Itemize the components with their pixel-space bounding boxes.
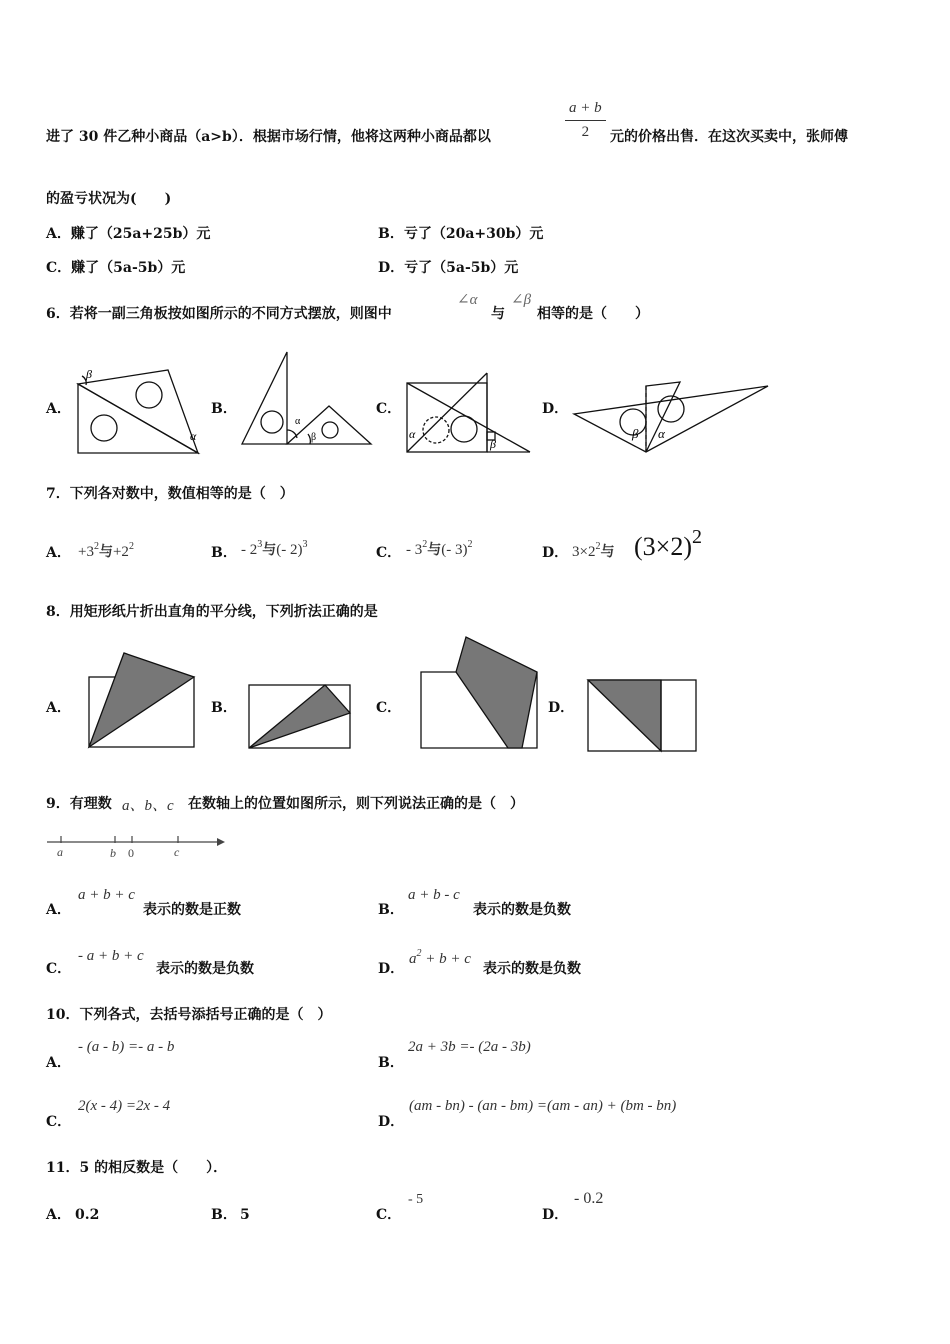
q6-c-circle-1 [423,417,449,443]
q6-a-beta: β [86,367,92,381]
q6-angle-beta: ∠β [511,292,532,308]
q5-option-d: D．亏了（5a-5b）元 [378,260,519,276]
q9-axis-arrow [217,838,225,846]
q6-b-circle-1 [261,411,283,433]
q7-c-left-exp: 2 [422,539,428,550]
q9-option-d-text: 表示的数是负数 [483,961,581,977]
q7-label-a: A． [46,545,71,561]
q8-label-b: B． [211,700,237,716]
q7-d-left: 3×2 [572,544,596,560]
q8-label-c: C． [376,700,402,716]
q9-option-b-expr: a + b - c [408,887,460,903]
q5-option-c: C．赚了（5a-5b）元 [46,260,186,276]
q8-stem: 8．用矩形纸片折出直角的平分线，下列折法正确的是 [46,604,378,620]
q10-option-c-expr: 2(x - 4) =2x - 4 [78,1098,171,1114]
q11-option-d-value: - 0.2 [574,1190,604,1207]
q6-stem-pre: 6．若将一副三角板按如图所示的不同方式摆放，则图中 [46,306,392,322]
q11-option-c-label: C． [376,1207,402,1223]
q6-label-d: D． [542,401,569,417]
q7-b-left-exp: 3 [257,539,263,550]
q7-d-left-exp: 2 [595,541,601,552]
q6-b-beta: β [311,432,317,443]
q7-b-and: 与 [262,542,277,558]
q9-option-c-expr: - a + b + c [78,948,144,964]
q6-b-alpha: α [295,416,301,427]
q9-option-a-expr: a + b + c [78,887,135,903]
q8-c-fold [456,637,537,748]
q6-a-alpha: α [190,429,197,443]
q6-c-beta: β [490,437,496,451]
q11-option-a-label: A． [46,1207,71,1223]
q9-option-d-label: D． [378,961,405,977]
q6-angle-alpha: ∠α [457,292,478,308]
q7-label-b: B． [211,545,237,561]
q7-c-right-exp: 2 [467,539,473,550]
q8-figure-a [86,650,198,752]
q6-c-circle-2 [451,416,477,442]
q7-b-right: (- 2) [276,542,303,558]
q8-figure-d [584,676,702,754]
q11-stem: 11．5 的相反数是（ ）． [46,1160,228,1176]
q11-option-a-value: 0.2 [75,1207,100,1223]
q7-a-right: +2 [112,544,129,560]
q6-b-arc-beta [308,434,310,444]
q7-a-right-exp: 2 [128,541,134,552]
q5-line1-post: 元的价格出售．在这次买卖中，张师傅 [610,129,848,145]
q6-a-circle-2 [136,382,162,408]
q5-line2: 的盈亏状况为( ) [46,191,172,207]
q6-a-triangle-2 [78,370,198,453]
q7-stem: 7．下列各对数中，数值相等的是（ ） [46,486,294,502]
q8-figure-b [246,680,354,752]
q7-b-left: - 2 [241,542,258,558]
q9-label-0: 0 [128,846,134,860]
q6-figure-c [402,370,534,456]
q9-d-base: a [409,951,417,967]
q9-number-line [44,832,228,860]
q8-a-fold [89,653,194,747]
q7-c-and: 与 [427,542,442,558]
q7-c-expr [406,539,473,559]
q9-option-c-text: 表示的数是负数 [156,961,254,977]
q6-b-circle-2 [322,422,338,438]
q9-option-a-label: A． [46,902,71,918]
q7-c-left: - 3 [406,542,423,558]
q6-d-alpha: α [658,426,665,441]
q8-b-fold [249,685,350,748]
q9-vars: a、b、c [122,798,174,814]
q7-d-right: (3×2) [634,532,692,561]
q9-option-b-label: B． [378,902,404,918]
q7-label-c: C． [376,545,402,561]
q5-option-a: A．赚了（25a+25b）元 [46,226,211,242]
q9-d-rest: + b + c [421,951,471,967]
q9-option-b-text: 表示的数是负数 [473,902,571,918]
q5-line1-pre: 进了 30 件乙种小商品（a>b）．根据市场行情，他将这两种小商品都以 [46,129,491,145]
q9-stem-pre: 9．有理数 [46,796,112,812]
q9-label-a: a [57,845,63,859]
q8-label-a: A． [46,700,71,716]
q9-label-c: c [174,845,180,859]
q10-option-a-label: A． [46,1055,71,1071]
q6-stem-post: 相等的是（ ） [537,306,649,322]
q6-label-c: C． [376,401,402,417]
q6-c-alpha: α [409,427,416,441]
q7-a-and: 与 [98,544,113,560]
q9-option-a-text: 表示的数是正数 [143,902,241,918]
q6-figure-a [72,360,202,456]
q10-option-b-expr: 2a + 3b =- (2a - 3b) [408,1039,531,1055]
q10-option-c-label: C． [46,1114,72,1130]
q9-stem-post: 在数轴上的位置如图所示，则下列说法正确的是（ ） [188,796,524,812]
q6-figure-b [238,348,374,448]
q10-option-b-label: B． [378,1055,404,1071]
q7-a-left: +3 [78,544,94,560]
q7-b-right-exp: 3 [302,539,308,550]
q8-figure-c [418,634,542,752]
q9-option-d-expr [409,948,471,968]
q11-option-b-label: B． [211,1207,237,1223]
q8-label-d: D． [548,700,575,716]
q6-d-beta: β [632,426,639,441]
q5-option-b: B．亏了（20a+30b）元 [378,226,544,242]
q5-fraction-numerator: a + b [565,100,606,121]
q7-d-right-expr [634,526,702,562]
q11-option-b-value: 5 [240,1207,250,1223]
q6-figure-d [570,376,774,456]
q8-d-fold [588,680,661,751]
q6-d-triangle-2 [646,382,680,452]
q6-a-circle-1 [91,415,117,441]
q7-b-expr [241,539,308,559]
q6-c-diagonal [407,373,487,452]
q6-c-rect [407,383,487,452]
q10-stem: 10．下列各式，去括号添括号正确的是（ ） [46,1007,332,1023]
q6-label-a: A． [46,401,71,417]
q6-label-b: B． [211,401,237,417]
q10-option-a-expr: - (a - b) =- a - b [78,1039,175,1055]
q7-a-expr [78,541,134,561]
q11-option-d-label: D． [542,1207,569,1223]
q9-option-c-label: C． [46,961,72,977]
q7-d-right-exp: 2 [691,526,702,548]
q9-d-exp: 2 [416,948,422,959]
q6-stem-mid: 与 [491,306,505,322]
q11-option-c-value: - 5 [408,1192,424,1207]
q7-c-right: (- 3) [441,542,468,558]
q9-label-b: b [110,846,116,860]
q5-fraction-denominator: 2 [581,124,590,140]
q7-label-d: D． [542,545,569,561]
q7-a-left-exp: 2 [93,541,99,552]
q5-fraction [565,100,606,141]
q7-d-expr [572,541,614,561]
q10-option-d-label: D． [378,1114,405,1130]
q10-option-d-expr: (am - bn) - (an - bm) =(am - an) + (bm - bn) [409,1098,677,1114]
q7-d-and: 与 [600,544,615,560]
